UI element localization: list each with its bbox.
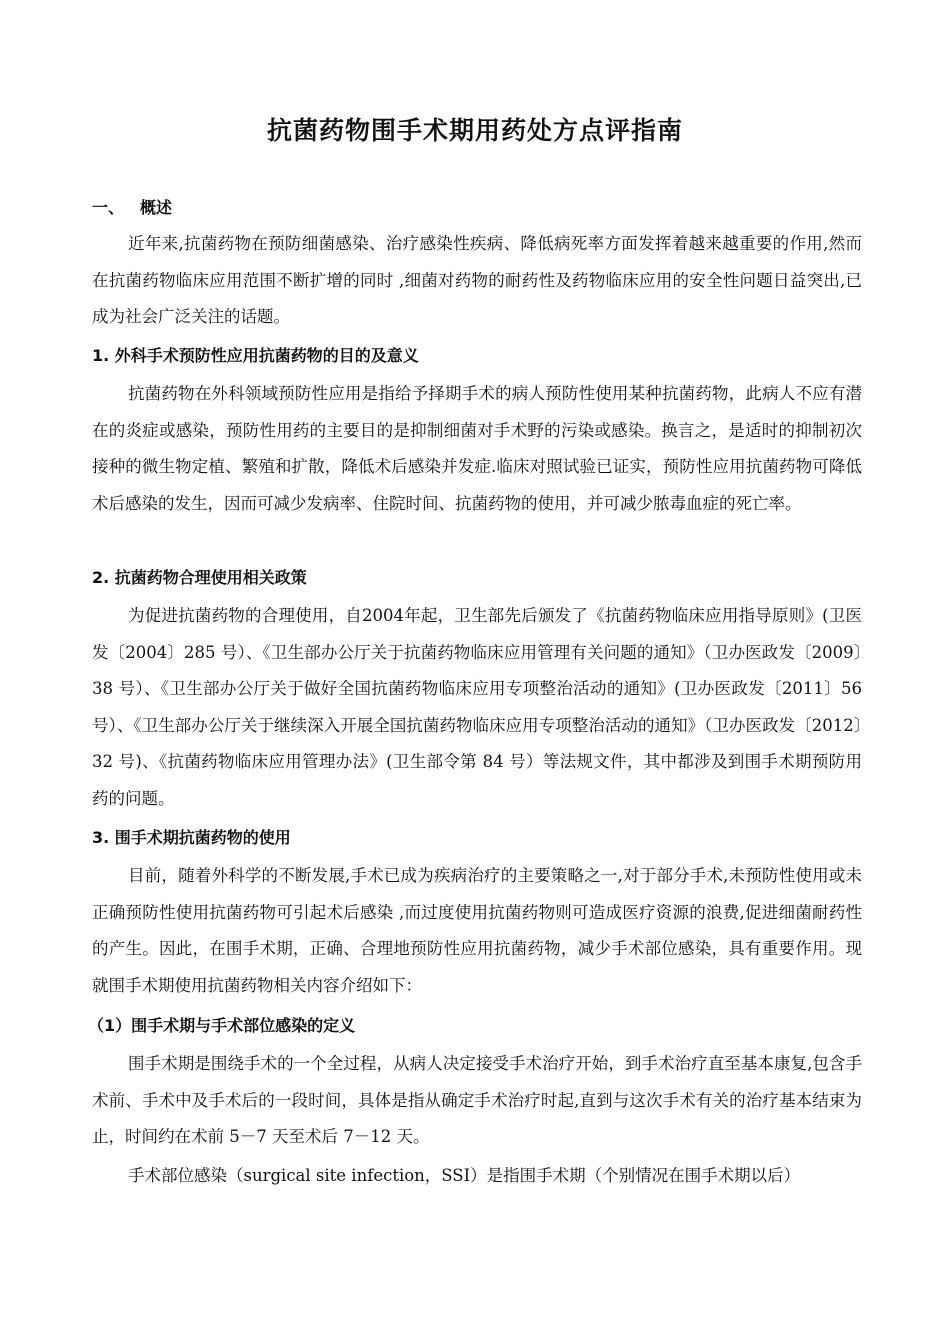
overview-paragraph: 近年来,抗菌药物在预防细菌感染、治疗感染性疾病、降低病死率方面发挥着越来越重要的作用,然而在抗菌药物临床应用范围不断扩增的同时 ,细菌对药物的耐药性及药物临床应用的安全性问题日益突出,已成为社会广泛关注的话题。 — [92, 234, 862, 326]
section-number: 一、 — [92, 198, 125, 217]
subsection-heading-2: 2. 抗菌药物合理使用相关政策 — [92, 568, 307, 587]
subsection-3-paragraph: 目前，随着外科学的不断发展,手术已成为疾病治疗的主要策略之一,对于部分手术,未预防性使用或未正确预防性使用抗菌药物可引起术后感染 ,而过度使用抗菌药物则可造成医疗资源的浪费,促进细菌耐药性的产生。因此，在围手术期，正确、合理地预防性应用抗菌药物，减少手术部位感染，具有重要作用。现就围手术期使用抗菌药物相关内容介绍如下： — [92, 866, 862, 995]
section-title: 概述 — [140, 198, 173, 217]
document-title: 抗菌药物围手术期用药处方点评指南 — [266, 116, 683, 145]
subsection-1-paragraph: 抗菌药物在外科领域预防性应用是指给予择期手术的病人预防性使用某种抗菌药物，此病人不应有潜在的炎症或感染，预防性用药的主要目的是抑制细菌对手术野的污染或感染。换言之，是适时的抑制初次接种的微生物定植、繁殖和扩散，降低术后感染并发症.临床对照试验已证实，预防性应用抗菌药物可降低术后感染的发生，因而可减少发病率、住院时间、抗菌药物的使用，并可减少脓毒血症的死亡率。 — [92, 384, 862, 513]
section-heading-overview — [92, 196, 172, 220]
subsection-3-1-paragraph-2: 手术部位感染（surgical site infection，SSI）是指围手术期（个别情况在围手术期以后） — [128, 1166, 801, 1185]
subsection-3-1-paragraph-1: 围手术期是围绕手术的一个全过程，从病人决定接受手术治疗开始，到手术治疗直至基本康复,包含手术前、手术中及手术后的一段时间，具体是指从确定手术治疗时起,直到与这次手术有关的治疗基本结束为止，时间约在术前 5－7 天至术后 7－12 天。 — [92, 1054, 862, 1146]
subsection-2-paragraph: 为促进抗菌药物的合理使用，自2004年起，卫生部先后颁发了《抗菌药物临床应用指导原则》(卫医发〔2004〕285 号）、《卫生部办公厅关于抗菌药物临床应用管理有关问题的通知》（卫办医政发〔2009〕38 号）、《卫生部办公厅关于做好全国抗菌药物临床应用专项整治活动的通知》(卫办医政发〔2011〕56 号）、《卫生部办公厅关于继续深入开展全国抗菌药物临床应用专项整治活动的通知》（卫办医政发〔2012〕32 号)、《抗菌药物临床应用管理办法》(卫生部令第 84 号）等法规文件，其中都涉及到围手术期预防用药的问题。 — [92, 606, 862, 808]
subsection-heading-3-1: （1）围手术期与手术部位感染的定义 — [88, 1016, 356, 1035]
subsection-heading-1: 1. 外科手术预防性应用抗菌药物的目的及意义 — [92, 346, 419, 365]
subsection-heading-3: 3. 围手术期抗菌药物的使用 — [92, 828, 291, 847]
